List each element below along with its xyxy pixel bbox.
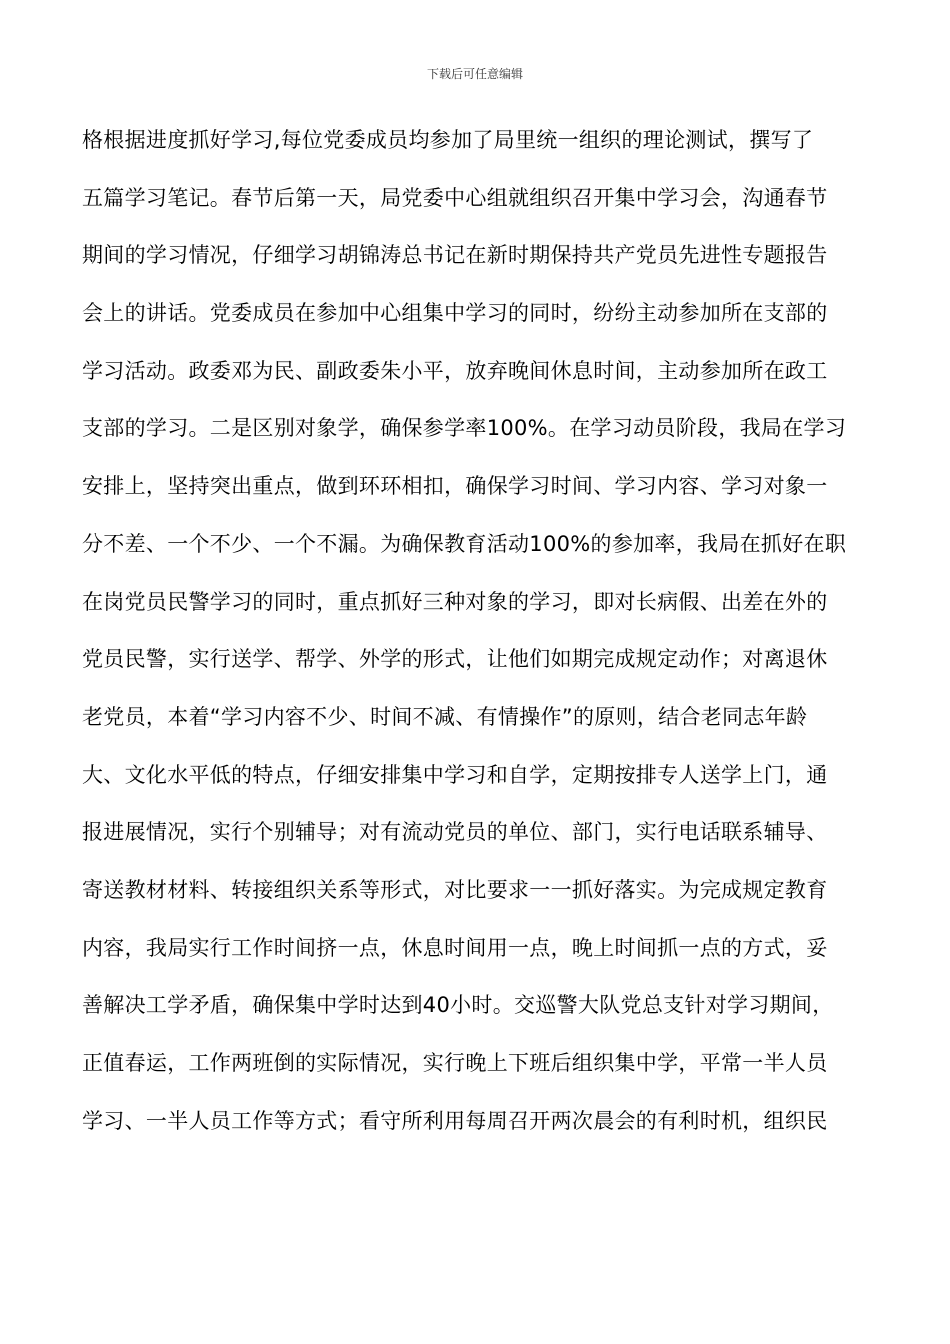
text-line: 内容，我局实行工作时间挤一点，休息时间用一点，晚上时间抓一点的方式，妥: [82, 935, 828, 960]
text-line: 分不差、一个不少、一个不漏。为确保教育活动100%的参加率，我局在抓好在职: [82, 531, 847, 556]
text-line: 寄送教材材料、转接组织关系等形式，对比要求一一抓好落实。为完成规定教育: [82, 877, 828, 902]
text-line: 党员民警，实行送学、帮学、外学的形式，让他们如期完成规定动作；对离退休: [82, 647, 828, 672]
text-line: 老党员，本着“学习内容不少、时间不减、有情操作”的原则，结合老同志年龄: [82, 704, 808, 729]
text-line: 在岗党员民警学习的同时，重点抓好三种对象的学习，即对长病假、出差在外的: [82, 589, 828, 614]
text-line: 支部的学习。二是区别对象学，确保参学率100%。在学习动员阶段，我局在学习: [82, 416, 847, 441]
text-line: 正值春运，工作两班倒的实际情况，实行晚上下班后组织集中学，平常一半人员: [82, 1051, 828, 1075]
text-line: 学习、一半人员工作等方式；看守所利用每周召开两次晨会的有利时机，组织民: [82, 1108, 828, 1133]
text-line: 会上的讲话。党委成员在参加中心组集中学习的同时，纷纷主动参加所在支部的: [82, 301, 828, 326]
text-line: 善解决工学矛盾，确保集中学时达到40小时。交巡警大队党总支针对学习期间，: [82, 993, 834, 1018]
document-body: [82, 112, 882, 1150]
header-note: 下载后可任意编辑: [426, 67, 523, 81]
text-line: 格根据进度抓好学习,每位党委成员均参加了局里统一组织的理论测试，撰写了: [82, 128, 814, 152]
text-line: 期间的学习情况，仔细学习胡锦涛总书记在新时期保持共产党员先进性专题报告: [82, 243, 828, 268]
text-line: 报进展情况，实行个别辅导；对有流动党员的单位、部门，实行电话联系辅导、: [82, 820, 828, 845]
text-line: 五篇学习笔记。春节后第一天，局党委中心组就组织召开集中学习会，沟通春节: [82, 185, 828, 210]
text-line: 学习活动。政委邓为民、副政委朱小平，放弃晚间休息时间，主动参加所在政工: [82, 358, 828, 383]
text-line: 安排上，坚持突出重点，做到环环相扣，确保学习时间、学习内容、学习对象一: [82, 474, 828, 499]
text-line: 大、文化水平低的特点，仔细安排集中学习和自学，定期按排专人送学上门，通: [82, 762, 828, 787]
